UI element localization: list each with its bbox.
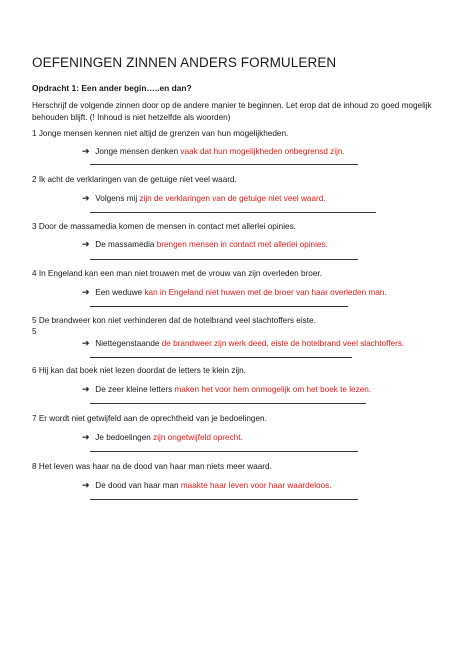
exercise-heading: Opdracht 1: Een ander begin…..en dan? bbox=[32, 83, 192, 93]
answer-line bbox=[82, 480, 332, 491]
exercise-item-3 bbox=[32, 221, 452, 249]
answer-text: kan in Engeland niet huwen met de broer van haar overleden man. bbox=[144, 288, 387, 297]
answer-line bbox=[82, 193, 326, 204]
exercise-item-6 bbox=[32, 365, 452, 394]
arrow-right-icon: ➔ bbox=[82, 480, 90, 490]
arrow-right-icon: ➔ bbox=[82, 193, 90, 203]
exercise-item-5 bbox=[32, 315, 452, 348]
answer-text: maakte haar leven voor haar waardeloos. bbox=[180, 481, 332, 490]
instructions: Herschrijf de volgende zinnen door op de andere manier te beginnen. Let erop dat de inhoud zo goed mogelijk behouden blijft. (! Inhoud is niet hetzelfde als woorden) bbox=[32, 101, 432, 122]
exercise-item-7 bbox=[32, 413, 452, 442]
question-text: 5 De brandweer kon niet verhinderen dat de hotelbrand veel slachtoffers eiste. bbox=[32, 316, 316, 325]
answer-underline bbox=[90, 212, 376, 213]
question-text: 8 Het leven was haar na de dood van haar man niets meer waard. bbox=[32, 462, 272, 471]
answer-line bbox=[82, 338, 404, 349]
question-text: 7 Er wordt niet getwijfeld aan de oprechtheid van je bedoelingen. bbox=[32, 414, 267, 423]
answer-line bbox=[82, 432, 243, 443]
question-text: 2 Ik acht de verklaringen van de getuige niet veel waard. bbox=[32, 175, 237, 184]
answer-underline bbox=[90, 499, 358, 500]
answer-line bbox=[82, 146, 345, 157]
arrow-right-icon: ➔ bbox=[82, 338, 90, 348]
exercise-item-1 bbox=[32, 128, 452, 156]
answer-underline bbox=[90, 306, 348, 307]
answer-line bbox=[82, 384, 371, 395]
arrow-right-icon: ➔ bbox=[82, 287, 90, 297]
answer-prefix: Niettegenstaande bbox=[95, 339, 162, 348]
arrow-right-icon: ➔ bbox=[82, 239, 90, 249]
answer-text: maken het voor hem onmogelijk om het boek te lezen. bbox=[174, 385, 372, 394]
answer-prefix: Je bedoelingen bbox=[95, 433, 154, 442]
answer-text: brengen mensen in contact met allerlei opinies. bbox=[156, 240, 328, 249]
answer-prefix: De dood van haar man bbox=[95, 481, 181, 490]
answer-text: de brandweer zijn werk deed, eiste de hotelbrand veel slachtoffers. bbox=[161, 339, 405, 348]
answer-text: vaak dat hun mogelijkheden onbegrensd zijn. bbox=[180, 147, 345, 156]
question-text: 6 Hij kan dat boek niet lezen doordat de letters te klein zijn. bbox=[32, 366, 246, 375]
answer-prefix: Een weduwe bbox=[95, 288, 145, 297]
arrow-right-icon: ➔ bbox=[82, 432, 90, 442]
answer-underline bbox=[90, 403, 366, 404]
exercise-item-2 bbox=[32, 174, 452, 203]
answer-text: zijn ongetwijfeld oprecht. bbox=[153, 433, 243, 442]
answer-underline bbox=[90, 259, 358, 260]
answer-line bbox=[82, 239, 328, 250]
exercise-item-4 bbox=[32, 268, 452, 297]
answer-line bbox=[82, 287, 387, 298]
answer-prefix: Volgens mij bbox=[95, 194, 140, 203]
answer-prefix: De zeer kleine letters bbox=[95, 385, 175, 394]
answer-underline bbox=[90, 164, 358, 165]
question-text: 1 Jonge mensen kennen niet altijd de grenzen van hun mogelijkheden. bbox=[32, 129, 289, 138]
question-text: 3 Door de massamedia komen de mensen in contact met allerlei opinies. bbox=[32, 222, 296, 231]
exercise-item-8 bbox=[32, 461, 452, 490]
answer-prefix: De massamedia bbox=[95, 240, 157, 249]
answer-prefix: Jonge mensen denken bbox=[95, 147, 181, 156]
page-title: OEFENINGEN ZINNEN ANDERS FORMULEREN bbox=[32, 55, 337, 70]
question-text: 4 In Engeland kan een man niet trouwen met de vrouw van zijn overleden broer. bbox=[32, 269, 322, 278]
answer-text: zijn de verklaringen van de getuige niet veel waard. bbox=[139, 194, 326, 203]
answer-underline bbox=[90, 451, 358, 452]
arrow-right-icon: ➔ bbox=[82, 384, 90, 394]
stray-number: 5 bbox=[32, 327, 37, 336]
answer-underline bbox=[90, 357, 352, 358]
arrow-right-icon: ➔ bbox=[82, 146, 90, 156]
